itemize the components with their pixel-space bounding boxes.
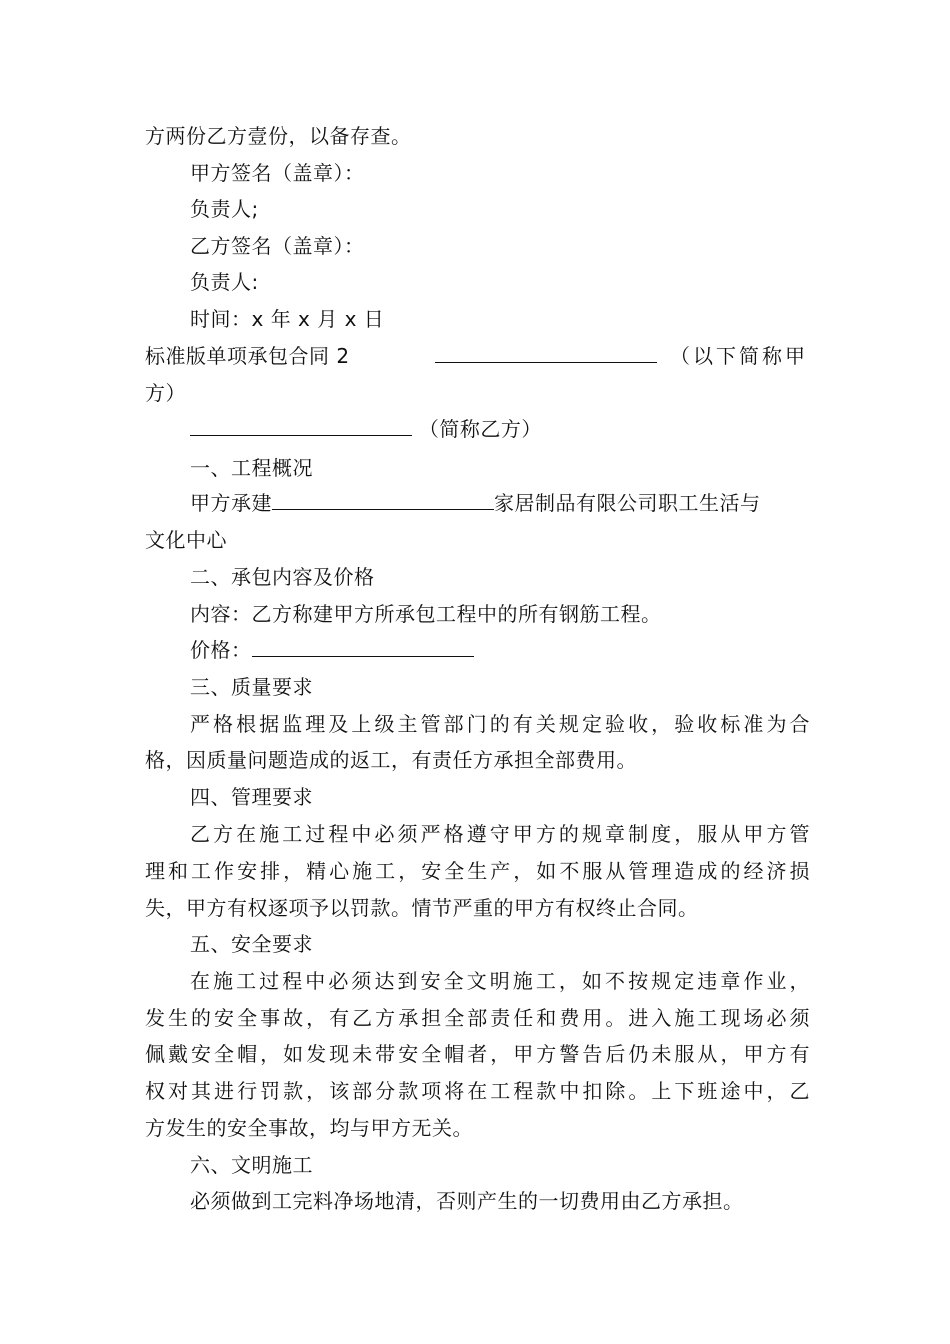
text-line: 发生的安全事故，有乙方承担全部责任和费用。进入施工现场必须 xyxy=(145,1006,810,1030)
party-b-signature-label: 乙方签名（盖章）： xyxy=(190,234,365,258)
price-label: 价格： xyxy=(190,638,252,662)
project-line-tail: 家居制品有限公司职工生活与 xyxy=(494,491,761,515)
text-line: 理和工作安排，精心施工，安全生产，如不服从管理造成的经济损 xyxy=(145,859,810,883)
price-blank xyxy=(252,636,474,657)
text-line: 方两份乙方壹份，以备存查。 xyxy=(145,124,412,148)
text-line: 严格根据监理及上级主管部门的有关规定验收，验收标准为合 xyxy=(190,712,810,736)
text-line: 失，甲方有权逐项予以罚款。情节严重的甲方有权终止合同。 xyxy=(145,896,699,920)
party-b-abbrev-text: （简称乙方） xyxy=(418,417,542,441)
party-a-abbrev-text: （以下简称甲 xyxy=(670,344,808,368)
party-b-responsible-label: 负责人: xyxy=(190,270,259,294)
text-line: 方） xyxy=(145,381,186,405)
party-a-responsible-label: 负责人; xyxy=(190,197,259,221)
text-line: 必须做到工完料净场地清，否则产生的一切费用由乙方承担。 xyxy=(190,1189,744,1213)
party-a-blank xyxy=(435,342,657,363)
party-a-signature-label: 甲方签名（盖章）： xyxy=(190,161,365,185)
text-line: 文化中心 xyxy=(145,528,227,552)
section-heading: 一、工程概况 xyxy=(190,456,313,480)
section-heading: 四、管理要求 xyxy=(190,785,313,809)
party-b-blank xyxy=(190,415,412,436)
price-line xyxy=(190,636,810,664)
project-line xyxy=(190,489,810,517)
text-line: 内容：乙方称建甲方所承包工程中的所有钢筋工程。 xyxy=(190,602,662,626)
text-line: 权对其进行罚款，该部分款项将在工程款中扣除。上下班途中，乙 xyxy=(145,1079,810,1103)
project-blank xyxy=(272,489,494,510)
contract-title-line xyxy=(145,342,810,370)
section-heading: 三、质量要求 xyxy=(190,675,313,699)
date-line: 时间：x 年 x 月 x 日 xyxy=(190,307,385,331)
text-line: 方发生的安全事故，均与甲方无关。 xyxy=(145,1116,473,1140)
project-line-head: 甲方承建 xyxy=(190,491,272,515)
contract-title: 标准版单项承包合同 2 xyxy=(145,344,350,368)
text-line: 乙方在施工过程中必须严格遵守甲方的规章制度，服从甲方管 xyxy=(190,822,810,846)
party-b-line xyxy=(190,415,810,443)
text-line: 在施工过程中必须达到安全文明施工，如不按规定违章作业， xyxy=(190,969,810,993)
section-heading: 六、文明施工 xyxy=(190,1153,313,1177)
text-line: 佩戴安全帽，如发现未带安全帽者，甲方警告后仍未服从，甲方有 xyxy=(145,1042,810,1066)
text-line: 格，因质量问题造成的返工，有责任方承担全部费用。 xyxy=(145,748,637,772)
section-heading: 二、承包内容及价格 xyxy=(190,565,375,589)
section-heading: 五、安全要求 xyxy=(190,932,313,956)
